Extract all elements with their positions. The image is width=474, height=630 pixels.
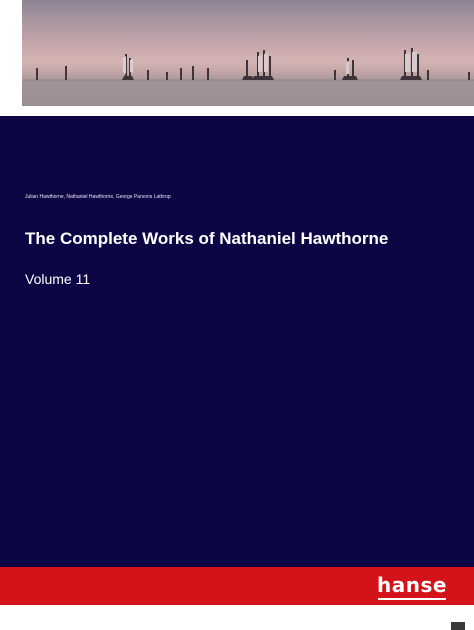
cover-photo xyxy=(22,0,474,106)
logo-underline xyxy=(378,598,446,600)
cover-main-panel xyxy=(0,116,474,567)
book-title: The Complete Works of Nathaniel Hawthorne xyxy=(25,229,389,248)
tall-ships-image xyxy=(22,0,474,106)
corner-mark xyxy=(451,622,465,630)
book-authors: Julian Hawthorne, Nathaniel Hawthorne, George Parsons Lathrop xyxy=(25,194,171,200)
book-volume: Volume 11 xyxy=(25,271,91,287)
hanse-logo: hanse xyxy=(377,573,447,597)
